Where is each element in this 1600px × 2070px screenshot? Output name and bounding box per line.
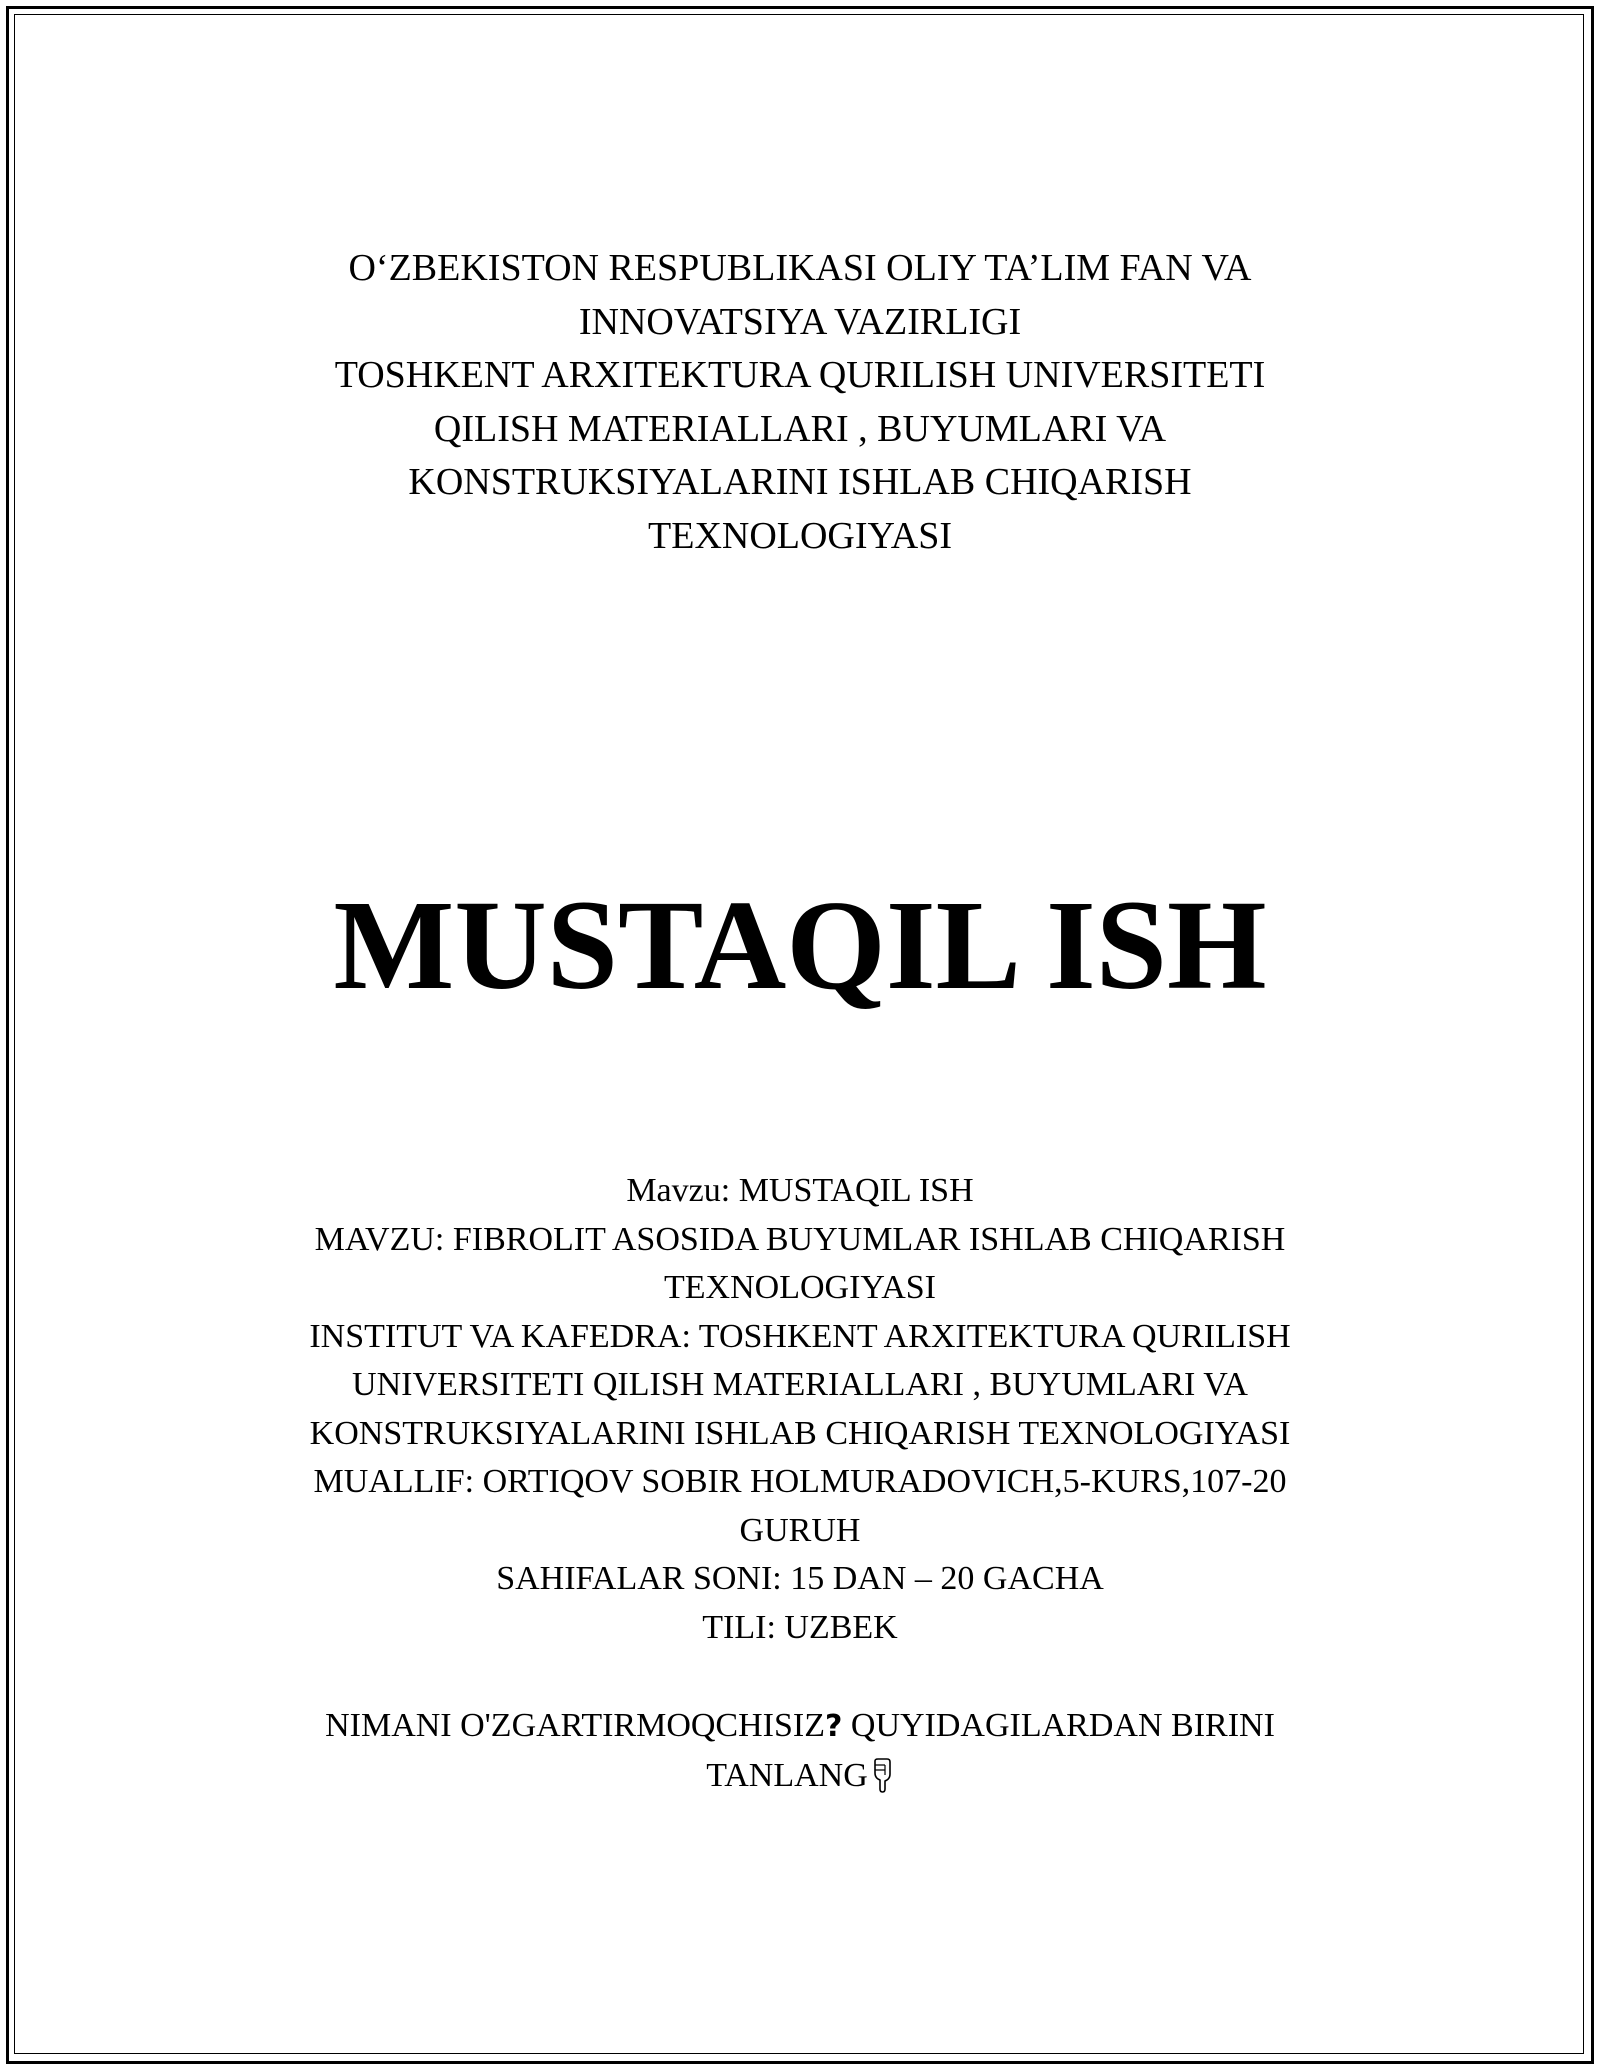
prompt-text-start: NIMANI O'ZGARTIRMOQCHISIZ (325, 1707, 825, 1744)
info-line: SAHIFALAR SONI: 15 DAN – 20 GACHA (496, 1560, 1104, 1597)
header-line: TEXNOLOGIYASI (648, 514, 952, 557)
info-line: MAVZU: FIBROLIT ASOSIDA BUYUMLAR ISHLAB CHIQARISH (314, 1220, 1286, 1258)
info-line: INSTITUT VA KAFEDRA: TOSHKENT ARXITEKTURA QURILISH (309, 1317, 1291, 1355)
info-line: Mavzu: MUSTAQIL ISH (626, 1172, 974, 1209)
prompt-text-end: QUYIDAGILARDAN BIRINI (842, 1707, 1275, 1744)
info-block (200, 1167, 1400, 1652)
prompt-choose-text: TANLANG (706, 1756, 868, 1794)
document-title: MUSTAQIL ISH (333, 874, 1267, 1016)
prompt-line-1 (200, 1702, 1400, 1752)
info-line: TILI: UZBEK (702, 1608, 898, 1646)
header-block (200, 242, 1400, 563)
header-line: KONSTRUKSIYALARINI ISHLAB CHIQARISH (408, 461, 1192, 503)
question-mark-glyph: ? (824, 1709, 843, 1744)
header-line: TOSHKENT ARXITEKTURA QURILISH UNIVERSITETI (334, 354, 1266, 396)
header-line: INNOVATSIYA VAZIRLIGI (578, 300, 1022, 343)
prompt-block (200, 1702, 1400, 1808)
info-line: MUALLIF: ORTIQOV SOBIR HOLMURADOVICH,5-KURS,107-20 (313, 1463, 1287, 1500)
header-line: QILISH MATERIALLARI , BUYUMLARI VA (433, 407, 1167, 450)
header-line: O‘ZBEKISTON RESPUBLIKASI OLIY TA’LIM FAN VA (348, 247, 1252, 289)
info-line: KONSTRUKSIYALARINI ISHLAB CHIQARISH TEXNOLOGIYASI (309, 1414, 1291, 1452)
info-line: GURUH (739, 1511, 861, 1549)
pointing-down-hand-icon (870, 1758, 894, 1809)
info-line: UNIVERSITETI QILISH MATERIALLARI , BUYUMLARI VA (352, 1366, 1248, 1403)
prompt-line-2 (200, 1752, 1400, 1809)
info-line: TEXNOLOGIYASI (664, 1269, 936, 1306)
